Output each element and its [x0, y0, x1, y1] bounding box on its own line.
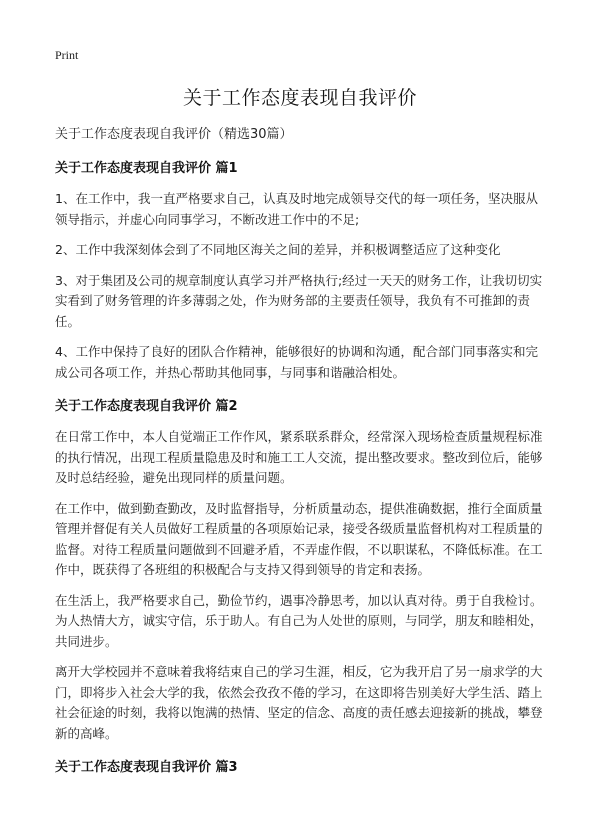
paragraph: 离开大学校园并不意味着我将结束自己的学习生涯，相反，它为我开启了另一扇求学的大门，即将步入社会大学的我，依然会孜孜不倦的学习，在这即将告别美好大学生活、踏上社会征途的时刻，我将以饱满的热情、坚定的信念、高度的责任感去迎接新的挑战，攀登新的高峰。: [55, 664, 543, 741]
paragraph: 4、工作中保持了良好的团队合作精神，能够很好的协调和沟通，配合部门同事落实和完成公司各项工作，并热心帮助其他同事，与同事和谐融洽相处。: [55, 344, 538, 380]
paragraph: 在工作中，做到勤查勤改，及时监督指导，分析质量动态，提供准确数据，推行全面质量管理并督促有关人员做好工程质量的各项原始记录，接受各级质量监督机构对工程质量的监督。对待工程质量问题做到不回避矛盾，不弄虚作假，不以职谋私，不降低标准。在工作中，既获得了各班组的积极配合与支持又得到领导的肯定和表扬。: [55, 500, 543, 577]
section-heading-2: 关于工作态度表现自我评价 篇2: [55, 399, 238, 414]
page-title: 关于工作态度表现自我评价: [182, 87, 417, 109]
document-subtitle: 关于工作态度表现自我评价（精选30篇）: [55, 127, 293, 142]
paragraph: 2、工作中我深刻体会到了不同地区海关之间的差异，并积极调整适应了这种变化: [55, 242, 501, 257]
print-link[interactable]: Print: [55, 48, 79, 62]
section-heading-3: 关于工作态度表现自我评价 篇3: [55, 760, 238, 775]
section-heading-1: 关于工作态度表现自我评价 篇1: [55, 161, 238, 176]
paragraph: 3、对于集团及公司的规章制度认真学习并严格执行;经过一天天的财务工作，让我切切实实看到了财务管理的许多薄弱之处，作为财务部的主要责任领导，我负有不可推卸的责任。: [55, 272, 543, 329]
paragraph: 在日常工作中，本人自觉端正工作作风，紧系联系群众，经常深入现场检查质量规程标准的执行情况，出现工程质量隐患及时和施工工人交流，提出整改要求。整改到位后，能够及时总结经验，避免出现同样的质量问题。: [55, 429, 543, 485]
paragraph: 在生活上，我严格要求自己，勤俭节约，遇事冷静思考，加以认真对待。勇于自我检讨。为人热情大方，诚实守信，乐于助人。有自己为人处世的原则，与同学，朋友和睦相处，共同进步。: [55, 592, 543, 649]
paragraph: 1、在工作中，我一直严格要求自己，认真及时地完成领导交代的每一项任务，坚决服从领导指示，并虚心向同事学习，不断改进工作中的不足;: [55, 191, 538, 227]
